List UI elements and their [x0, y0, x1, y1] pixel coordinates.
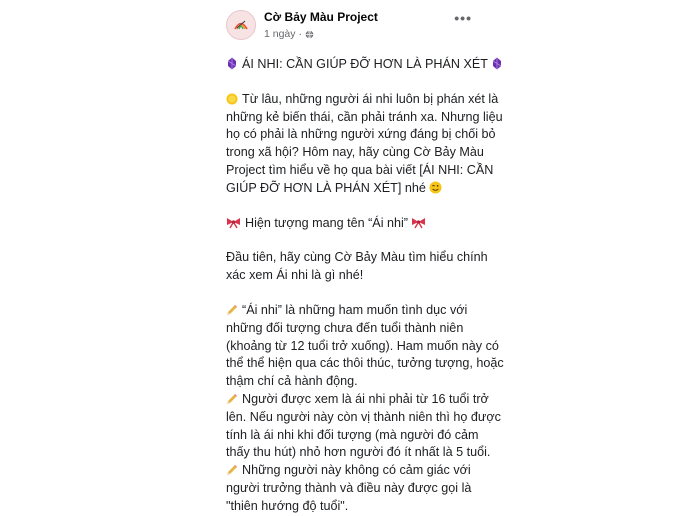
globe-icon [305, 30, 314, 39]
sun-icon [226, 93, 238, 105]
text-line: “Ái nhi” là những ham muốn tình dục với [226, 302, 474, 320]
text-line: "thiên hướng độ tuổi". [226, 498, 349, 513]
intro-paragraph [226, 91, 503, 198]
text-line: tính là ái nhi khi đối tượng (mà người đó cảm [226, 427, 479, 442]
text-line: Đầu tiên, hãy cùng Cờ Bảy Màu tìm hiểu chính [226, 250, 488, 265]
section-heading [226, 215, 474, 233]
meta-separator: · [298, 28, 303, 40]
text-line: trong xã hội? Hôm nay, hãy cùng Cờ Bảy Màu [226, 145, 484, 160]
text-line: người trưởng thành và điều này được gọi là [226, 480, 472, 495]
post-headline [226, 56, 488, 74]
post-body [214, 56, 504, 516]
text-line: thể thể hiện qua các thôi thúc, tưởng tượng, hoặc [226, 356, 504, 371]
bullet-paragraph [226, 302, 504, 516]
text-line: thậm chí cả hành động. [226, 374, 358, 389]
post-meta [264, 28, 314, 40]
pencil-icon [226, 304, 238, 316]
headline-text: ÁI NHI: CẦN GIÚP ĐỠ HƠN LÀ PHÁN XÉT [242, 57, 488, 71]
pencil-icon [226, 464, 238, 476]
ribbon-icon [226, 217, 241, 229]
ribbon-icon [411, 217, 426, 229]
facebook-post [214, 0, 504, 513]
page-avatar[interactable] [226, 10, 256, 40]
text-line: họ có phải là những người xứng đáng bị chối bỏ [226, 127, 496, 142]
text-line: những kẻ biến thái, cần phải tránh xa. Nhưng liệu [226, 109, 503, 124]
text-line: thấy thu hút) nhỏ hơn người đó ít nhất là 5 tuổi. [226, 445, 491, 460]
rainbow-logo-icon [232, 16, 250, 34]
text-line: Những người này không có cảm giác với [226, 462, 474, 480]
text-line: Người được xem là ái nhi phải từ 16 tuổi trở [226, 391, 474, 409]
wink-icon [429, 181, 442, 194]
text-line: Từ lâu, những người ái nhi luôn bị phán xét là [226, 91, 474, 109]
lead-paragraph [226, 249, 488, 285]
section-title: Hiện tượng mang tên “Ái nhi” [245, 215, 408, 230]
text-line: Project tìm hiểu về họ qua bài viết [ÁI NHI: CẦN [226, 162, 494, 177]
post-time[interactable]: 1 ngày [264, 28, 296, 40]
page-name[interactable]: Cờ Bảy Màu Project [264, 10, 378, 24]
section-title-line [226, 215, 474, 233]
text-line: lên. Nếu người này còn vị thành niên thì họ được [226, 409, 501, 424]
crystal-icon [226, 57, 238, 70]
text-line: GIÚP ĐỠ HƠN LÀ PHÁN XÉT] nhé [226, 180, 474, 198]
text-line: (khoảng từ 12 tuổi trở xuống). Ham muốn này có [226, 338, 499, 353]
text-line: những đối tượng chưa đến tuổi thành niên [226, 320, 464, 335]
more-options-button[interactable]: ••• [454, 10, 472, 26]
pencil-icon [226, 393, 238, 405]
crystal-icon [491, 57, 503, 70]
text-line: xác xem Ái nhi là gì nhé! [226, 268, 364, 283]
post-header [214, 0, 486, 56]
